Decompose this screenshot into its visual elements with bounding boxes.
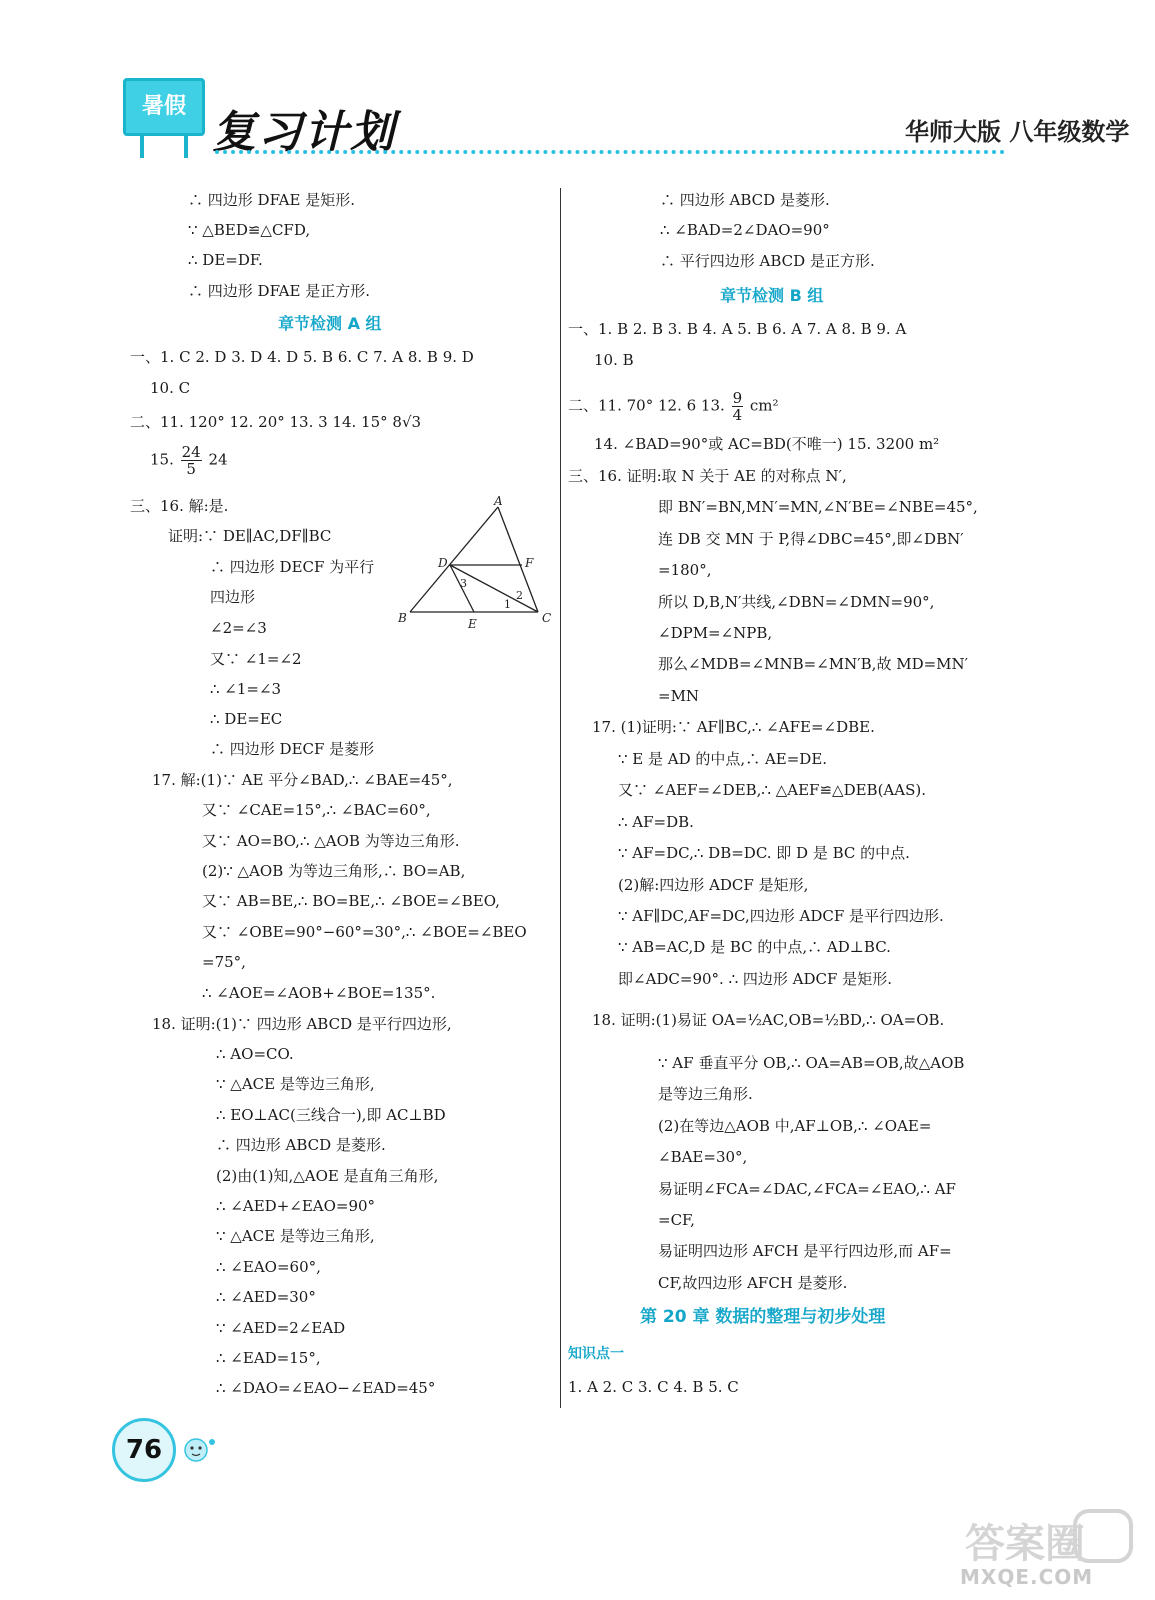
answer-line: 二、11. 120° 12. 20° 13. 3 14. 15° 8√3	[130, 413, 422, 431]
text-line: 17. (1)证明:∵ AF∥BC,∴ ∠AFE=∠DBE.	[592, 718, 875, 736]
text-line: ∴ ∠AED=30°	[216, 1288, 316, 1306]
text-line: ∵ AF 垂直平分 OB,∴ OA=AB=OB,故△AOB	[658, 1054, 965, 1072]
text-line: 所以 D,B,N′共线,∠DBN=∠DMN=90°,	[658, 593, 935, 611]
text-line: ∴ ∠EAD=15°,	[216, 1349, 321, 1367]
text-line: 那么∠MDB=∠MNB=∠MN′B,故 MD=MN′	[658, 655, 969, 673]
label-F: F	[525, 556, 534, 570]
text-line: 18. 证明:(1)易证 OA=½AC,OB=½BD,∴ OA=OB.	[592, 1011, 945, 1029]
text-line: 又∵ AO=BO,∴ △AOB 为等边三角形.	[202, 832, 460, 850]
text-line: ∴ AF=DB.	[618, 813, 694, 831]
section-heading-a: 章节检测 A 组	[278, 314, 382, 333]
page-header	[0, 0, 1155, 170]
text-line: =CF,	[658, 1211, 695, 1229]
text-line: ∴ 四边形 ABCD 是菱形.	[216, 1136, 386, 1154]
fraction-numerator: 24	[181, 443, 201, 461]
text-line: =75°,	[202, 953, 246, 971]
text-line: 易证明∠FCA=∠DAC,∠FCA=∠EAO,∴ AF	[658, 1180, 956, 1198]
answer-label: 二、11. 70° 12. 6 13.	[568, 396, 725, 415]
text-line: ∴ DE=EC	[210, 710, 283, 728]
text-line: =180°,	[658, 561, 712, 579]
badge-leg	[184, 136, 188, 158]
text-line: ∴ ∠EAO=60°,	[216, 1258, 321, 1276]
label-A: A	[494, 495, 503, 508]
text-line: ∠BAE=30°,	[658, 1148, 748, 1166]
text-line: ∴ AO=CO.	[216, 1045, 294, 1063]
angle-label-2: 2	[516, 589, 523, 602]
answer-unit: cm²	[749, 396, 779, 415]
text-line: ∠DPM=∠NPB,	[658, 624, 773, 642]
angle-label-1: 1	[504, 598, 511, 611]
text-line: ∴ 四边形 DFAE 是矩形.	[188, 191, 355, 209]
text-line: 证明:∵ DE∥AC,DF∥BC	[168, 527, 332, 545]
fraction-denominator: 4	[732, 406, 743, 424]
answer-line: 一、1. B 2. B 3. B 4. A 5. B 6. A 7. A 8. B 9. A	[568, 320, 907, 338]
answer-line-fraction	[150, 444, 228, 477]
text-line: ∴ 四边形 DECF 是菱形	[210, 740, 375, 758]
badge-leg	[140, 136, 144, 158]
chapter-heading: 第 20 章 数据的整理与初步处理	[640, 1307, 886, 1327]
mascot-icon	[176, 1432, 220, 1466]
text-line: ∴ ∠AED+∠EAO=90°	[216, 1197, 376, 1215]
label-D: D	[438, 556, 448, 570]
text-line: 又∵ ∠OBE=90°−60°=30°,∴ ∠BOE=∠BEO	[202, 923, 527, 941]
text-line: ∴ ∠1=∠3	[210, 680, 282, 698]
text-line: ∴ ∠BAD=2∠DAO=90°	[660, 221, 830, 239]
text-line: ∴ DE=DF.	[188, 251, 263, 269]
edge-AB	[410, 507, 498, 612]
label-B: B	[398, 611, 407, 625]
text-line: ∵ AF∥DC,AF=DC,四边形 ADCF 是平行四边形.	[618, 907, 944, 925]
header-dotted-rule	[215, 150, 1005, 154]
text-line: 三、16. 证明:取 N 关于 AE 的对称点 N′,	[568, 467, 847, 485]
book-title: 复习计划	[212, 107, 396, 158]
watermark-url: MXQE.COM	[960, 1565, 1094, 1589]
label-C: C	[542, 611, 552, 625]
answer-line: 14. ∠BAD=90°或 AC=BD(不唯一) 15. 3200 m²	[594, 435, 940, 453]
fraction	[732, 390, 744, 423]
text-line: ∴ 平行四边形 ABCD 是正方形.	[660, 252, 875, 270]
text-line: 即 BN′=BN,MN′=MN,∠N′BE=∠NBE=45°,	[658, 498, 978, 516]
text-line: 连 DB 交 MN 于 P,得∠DBC=45°,即∠DBN′	[658, 530, 964, 548]
angle-label-3: 3	[460, 577, 467, 590]
text-line: (2)∵ △AOB 为等边三角形,∴ BO=AB,	[202, 862, 466, 880]
text-line: CF,故四边形 AFCH 是菱形.	[658, 1274, 848, 1292]
text-line: ∵ △BED≌△CFD,	[188, 221, 311, 239]
answer-line: 1. A 2. C 3. C 4. B 5. C	[568, 1378, 739, 1396]
text-line: ∠2=∠3	[210, 619, 267, 637]
text-line: ∴ 四边形 DFAE 是正方形.	[188, 282, 370, 300]
edition-label: 华师大版 八年级数学	[905, 118, 1130, 146]
column-divider	[560, 188, 561, 1408]
text-line: 又∵ ∠1=∠2	[210, 650, 302, 668]
text-line: 又∵ AB=BE,∴ BO=BE,∴ ∠BOE=∠BEO,	[202, 892, 500, 910]
label-E: E	[468, 617, 477, 630]
watermark-text: 答案圈	[965, 1521, 1085, 1567]
fraction-denominator: 5	[186, 460, 196, 478]
fraction-numerator: 9	[732, 389, 743, 407]
text-line: 18. 证明:(1)∵ 四边形 ABCD 是平行四边形,	[152, 1015, 452, 1033]
section-heading-b: 章节检测 B 组	[720, 286, 824, 305]
knowledge-point-heading: 知识点一	[568, 1346, 624, 1362]
text-line: 又∵ ∠AEF=∠DEB,∴ △AEF≌△DEB(AAS).	[618, 781, 926, 799]
fraction	[181, 444, 202, 477]
text-line: =MN	[658, 687, 700, 705]
text-line: ∵ ∠AED=2∠EAD	[216, 1319, 346, 1337]
text-line: (2)由(1)知,△AOE 是直角三角形,	[216, 1167, 439, 1185]
text-line: 又∵ ∠CAE=15°,∴ ∠BAC=60°,	[202, 801, 431, 819]
text-line: ∵ AF=DC,∴ DB=DC. 即 D 是 BC 的中点.	[618, 844, 910, 862]
text-line: ∵ △ACE 是等边三角形,	[216, 1227, 375, 1245]
text-line: ∵ AB=AC,D 是 BC 的中点,∴ AD⊥BC.	[618, 938, 891, 956]
answer-line-fraction	[568, 390, 779, 423]
text-line: 四边形	[210, 588, 256, 606]
text-line: 17. 解:(1)∵ AE 平分∠BAD,∴ ∠BAE=45°,	[152, 771, 453, 789]
answer-line: 10. B	[594, 351, 634, 369]
text-line: ∴ ∠DAO=∠EAO−∠EAD=45°	[216, 1379, 436, 1397]
text-line: ∵ △ACE 是等边三角形,	[216, 1075, 375, 1093]
answer-label: 15.	[150, 450, 174, 469]
triangle-figure	[398, 495, 558, 630]
text-line: (2)在等边△AOB 中,AF⊥OB,∴ ∠OAE=	[658, 1117, 932, 1135]
answer-line: 10. C	[150, 379, 191, 397]
answer-text: 24	[208, 450, 228, 469]
text-line: 三、16. 解:是.	[130, 497, 229, 515]
page-number: 76	[112, 1418, 176, 1482]
text-line: ∴ 四边形 DECF 为平行	[210, 558, 375, 576]
text-line: ∵ E 是 AD 的中点,∴ AE=DE.	[618, 750, 828, 768]
text-line: 即∠ADC=90°. ∴ 四边形 ADCF 是矩形.	[618, 970, 892, 988]
summer-badge: 暑假	[123, 78, 205, 136]
answer-line: 一、1. C 2. D 3. D 4. D 5. B 6. C 7. A 8. B 9. D	[130, 348, 474, 366]
text-line: 易证明四边形 AFCH 是平行四边形,而 AF=	[658, 1242, 952, 1260]
text-line: ∴ ∠AOE=∠AOB+∠BOE=135°.	[202, 984, 436, 1002]
text-line: ∴ EO⊥AC(三线合一),即 AC⊥BD	[216, 1106, 446, 1124]
text-line: (2)解:四边形 ADCF 是矩形,	[618, 876, 809, 894]
text-line: 是等边三角形.	[658, 1085, 753, 1103]
text-line: ∴ 四边形 ABCD 是菱形.	[660, 191, 830, 209]
